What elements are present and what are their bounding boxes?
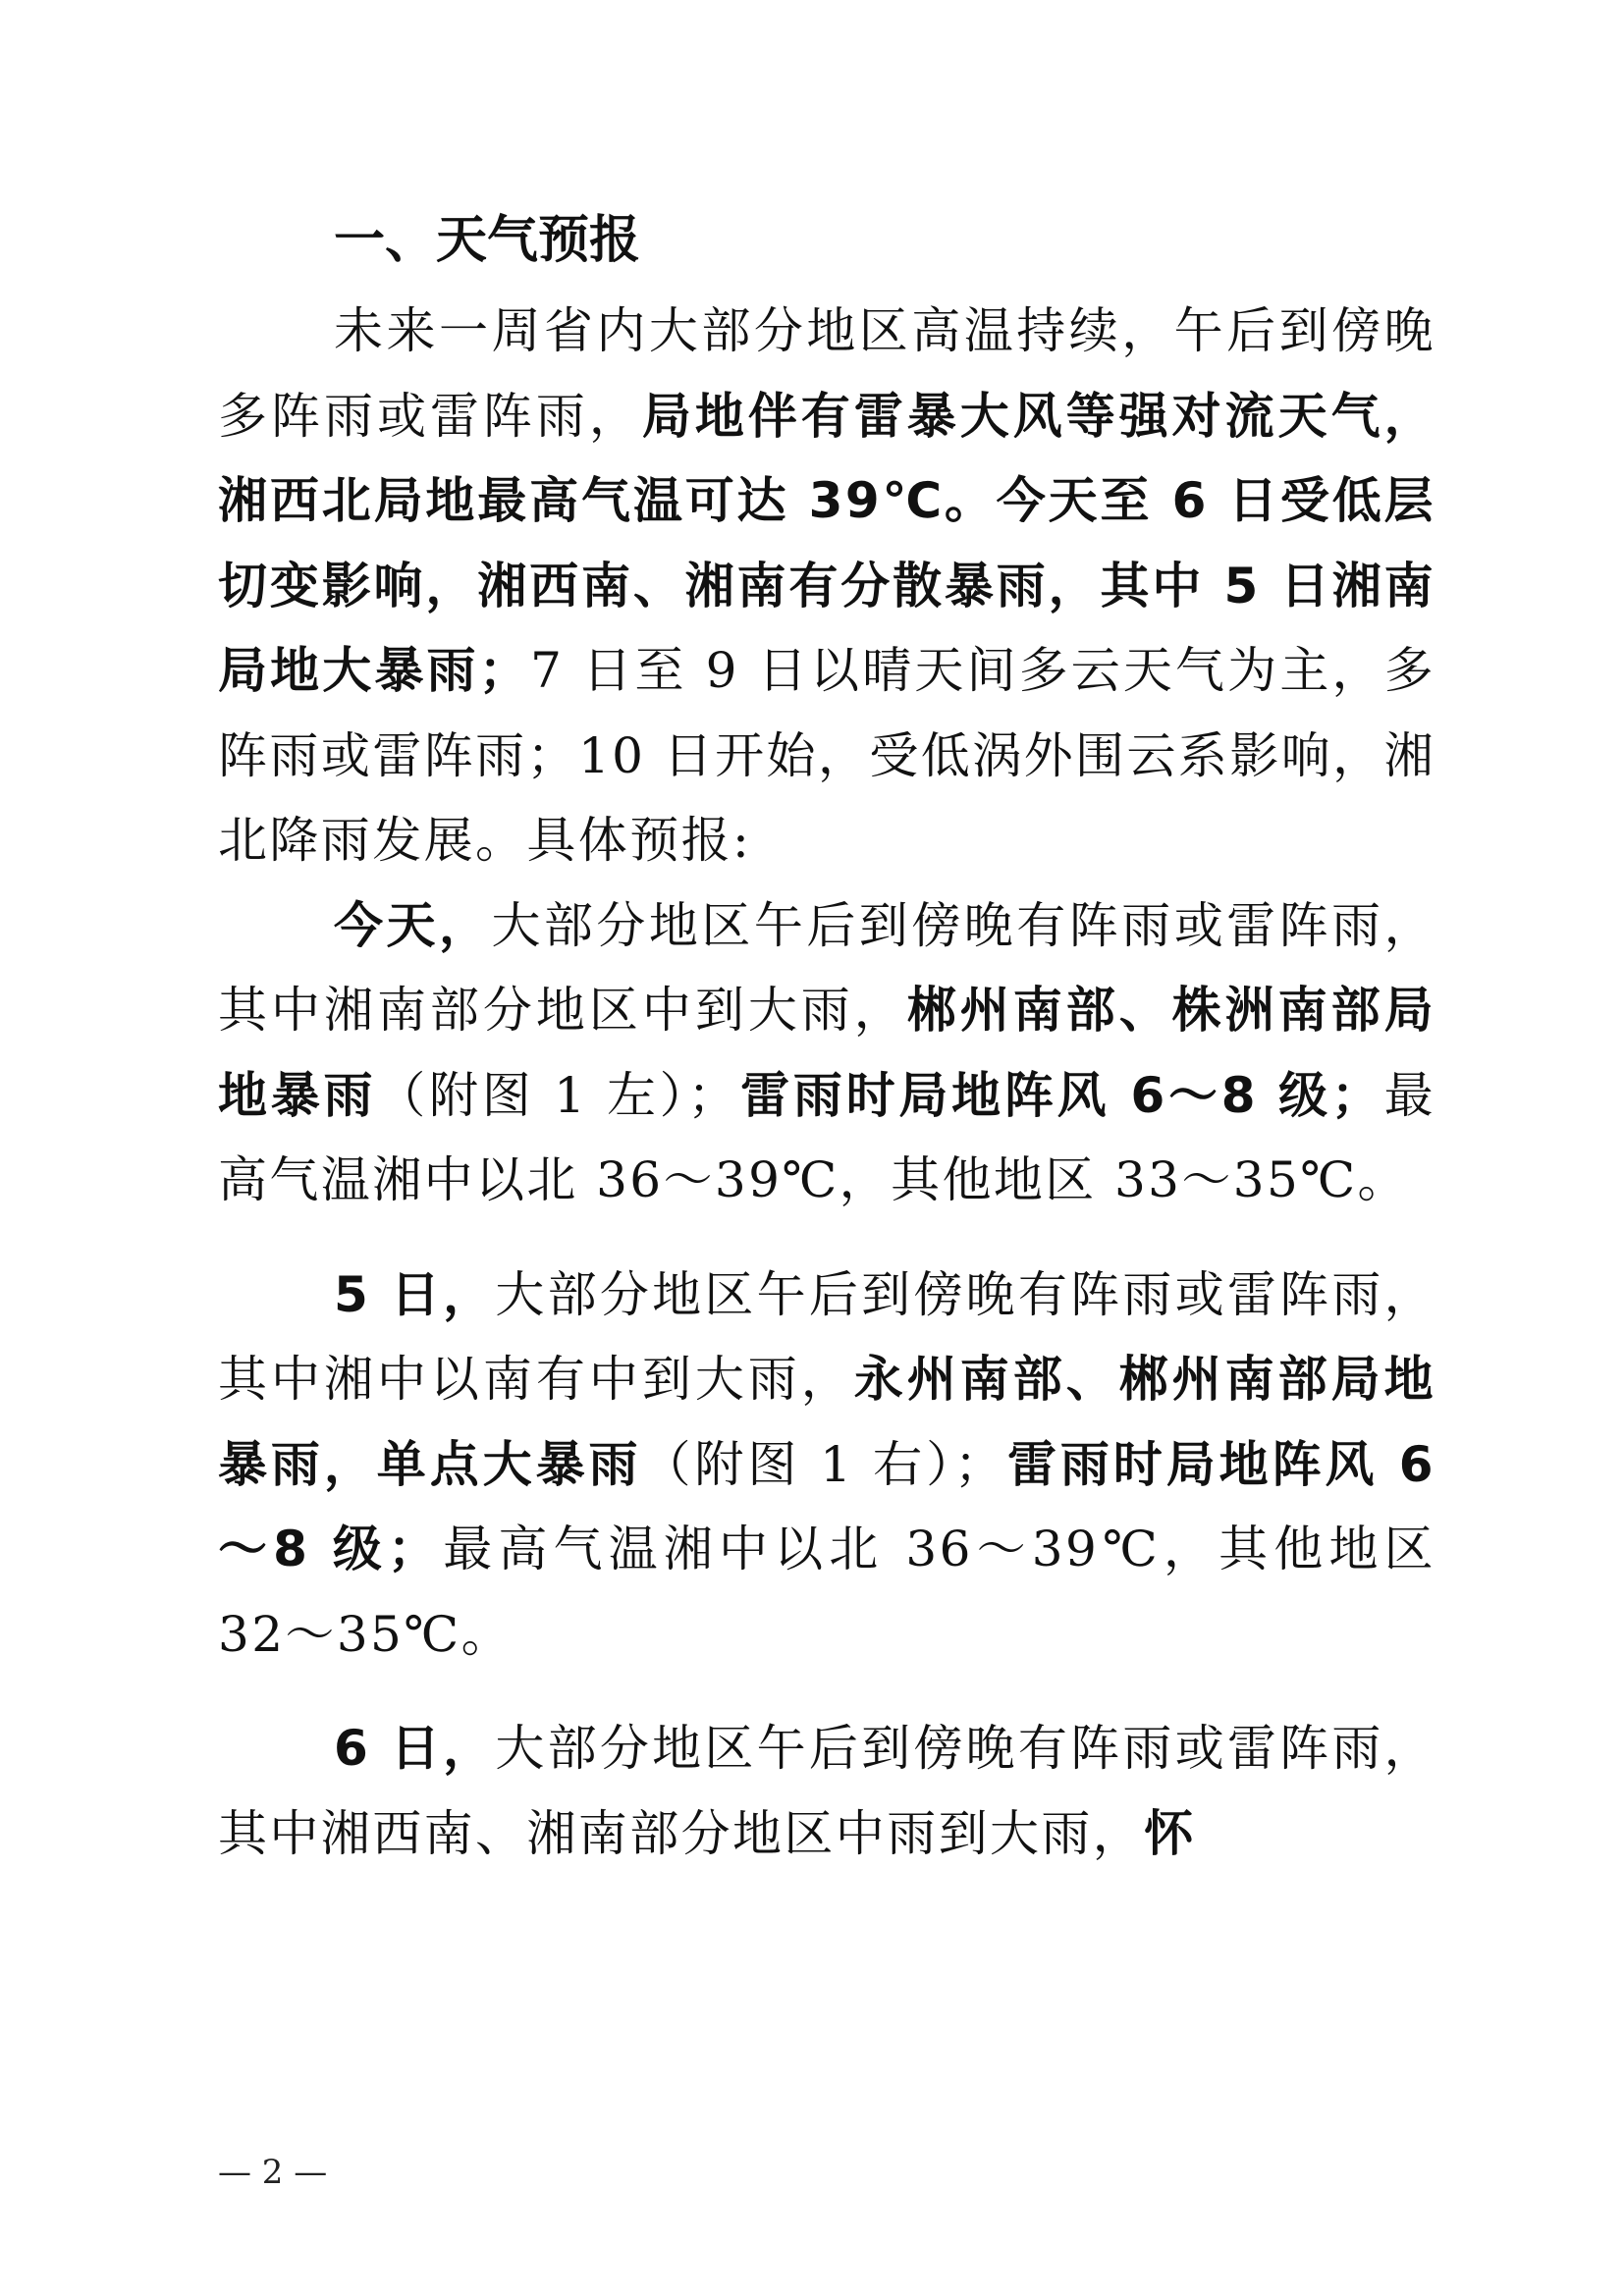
today-bold-3: 雷雨时局地阵风 6～8 级； (738, 1066, 1383, 1124)
day5-text-1: 大部分地区午后到傍晚有阵雨或雷阵雨，其中湘中以南有中到大雨， (218, 1265, 1435, 1408)
day6-paragraph (218, 1706, 1435, 1876)
page-number: — 2 — (218, 2153, 328, 2192)
intro-bold-1: 局地伴有雷暴大风等强对流天气，湘西北局地最高气温可达 39℃。今天至 6 日受低层切变影响，湘西南、湘南有分散暴雨，其中 5 日湘南局地大暴雨； (218, 387, 1436, 699)
section-heading: 一、天气预报 (334, 211, 641, 270)
today-text-3: 最高气温湘中以北 36～39℃，其他地区 33～35℃。 (218, 1066, 1436, 1208)
day5-label: 5 日， (334, 1265, 496, 1323)
intro-paragraph (218, 289, 1435, 883)
day6-text-1: 大部分地区午后到傍晚有阵雨或雷阵雨，其中湘西南、湘南部分地区中雨到大雨， (218, 1720, 1435, 1862)
day5-bold-3: 雷雨时局地阵风 6～8 级； (218, 1435, 1436, 1577)
intro-text-2: 7 日至 9 日以晴天间多云天气为主，多阵雨或雷阵雨；10 日开始，受低涡外围云系影响，湘北降雨发展。具体预报: (218, 642, 1435, 869)
day5-bold-2: 永州南部、郴州南部局地暴雨，单点大暴雨 (218, 1351, 1435, 1493)
today-paragraph (218, 883, 1435, 1223)
document-body (218, 206, 1435, 1876)
today-text-1: 大部分地区午后到傍晚有阵雨或雷阵雨，其中湘南部分地区中到大雨， (218, 896, 1436, 1039)
today-label: 今天， (334, 896, 492, 954)
day6-bold-2: 怀 (1144, 1804, 1196, 1862)
day5-text-3: 最高气温湘中以北 36～39℃，其他地区 32～35℃。 (218, 1521, 1435, 1663)
today-text-2: （附图 1 左）； (376, 1066, 739, 1124)
day5-paragraph (218, 1253, 1435, 1678)
day5-text-2: （附图 1 右）； (641, 1435, 1006, 1493)
day6-label: 6 日， (334, 1720, 496, 1777)
today-bold-2: 郴州南部、株洲南部局地暴雨 (218, 982, 1436, 1124)
intro-text-1: 未来一周省内大部分地区高温持续，午后到傍晚多阵雨或雷阵雨， (218, 302, 1435, 445)
